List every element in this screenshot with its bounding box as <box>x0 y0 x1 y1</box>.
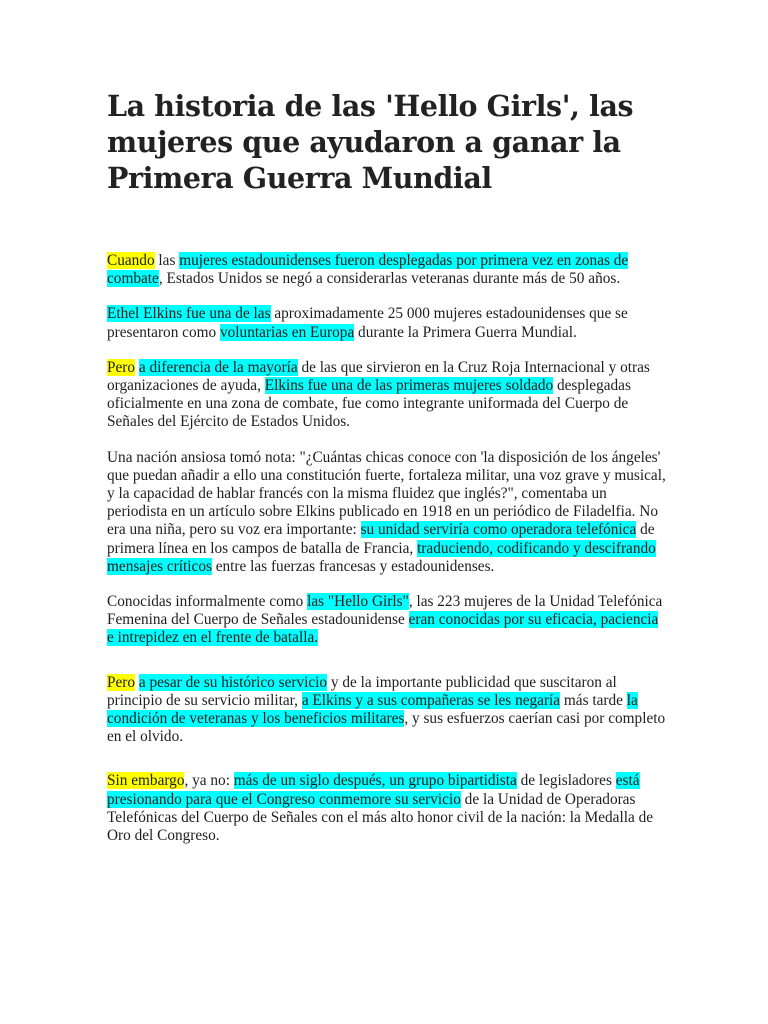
highlight-cyan: eran conocidas por su eficacia, paciencia e intrepidez en el frente de batalla. <box>107 611 659 647</box>
document-page <box>107 88 667 862</box>
text-run: de primera línea en los campos de batalla de Francia, <box>107 521 655 557</box>
text-run: más tarde <box>560 691 627 709</box>
text-run: , las 223 mujeres de la Unidad Telefónica Femenina del Cuerpo de Señales estadounidense <box>107 593 663 629</box>
text-run: las <box>154 252 180 269</box>
paragraph-5 <box>107 593 667 648</box>
highlight-yellow: Pero <box>107 673 136 691</box>
text-run: aproximadamente 25 000 mujeres estadounidenses que se presentaron como <box>107 305 628 341</box>
text-run: entre las fuerzas francesas y estadounidenses. <box>211 557 495 575</box>
article-title: La historia de las 'Hello Girls', las mujeres que ayudaron a ganar la Primera Guerra Mundial <box>107 89 634 195</box>
highlight-cyan: voluntarias en Europa <box>220 323 355 341</box>
highlight-cyan: a pesar de su histórico servicio <box>138 673 328 691</box>
text-run: Una nación ansiosa tomó nota: "¿Cuántas chicas conoce con 'la disposición de los ángeles' que puedan añadir a ello una constitución fuerte, fortaleza militar, una voz grave y musical, y la capacidad de hablar francés con la misma fluidez que inglés?", comentaba un periodista en un artículo sobre Elkins publicado en 1918 en un periódico de Filadelfia. No era una niña, pero su voz era importante: <box>107 448 666 539</box>
highlight-cyan: está presionando para que el Congreso conmemore su servicio <box>107 772 640 808</box>
highlight-cyan: Elkins fue una de las primeras mujeres soldado <box>264 377 554 395</box>
paragraph-3 <box>107 359 667 432</box>
paragraph-4 <box>107 449 667 576</box>
paragraph-6 <box>107 674 667 747</box>
text-run: , ya no: <box>184 772 234 790</box>
text-run: de las que sirvieron en la Cruz Roja Internacional y otras organizaciones de ayuda, <box>107 358 650 395</box>
text-run: de la Unidad de Operadoras Telefónicas del Cuerpo de Señales con el más alto honor civil de la nación: la Medalla de Oro del Congreso. <box>107 790 654 845</box>
highlight-cyan: las "Hello Girls" <box>307 593 409 611</box>
text-run: Conocidas informalmente como <box>107 593 308 611</box>
paragraph-1 <box>107 252 667 288</box>
text-run: desplegadas oficialmente en una zona de combate, fue como integrante uniformada del Cuerpo de Señales del Ejército de Estados Unidos. <box>107 377 631 431</box>
highlight-yellow: Cuando <box>107 252 155 269</box>
highlight-cyan: mujeres estadounidenses fueron desplegadas por primera vez en zonas de combate <box>107 252 629 288</box>
highlight-cyan: más de un siglo después, un grupo bipartidista <box>233 772 517 790</box>
highlight-cyan: traduciendo, codificando y descifrando mensajes críticos <box>107 539 656 575</box>
text-run: , y sus esfuerzos caerían casi por completo en el olvido. <box>107 710 666 746</box>
highlight-cyan: la condición de veteranas y los beneficios militares <box>107 691 638 728</box>
text-run: , Estados Unidos se negó a considerarlas veteranas durante más de 50 años. <box>158 270 621 288</box>
article-body <box>107 252 667 845</box>
text-run: de legisladores <box>516 772 616 790</box>
highlight-cyan: Ethel Elkins fue una de las <box>107 305 271 323</box>
paragraph-2 <box>107 305 667 341</box>
highlight-cyan: su unidad serviría como operadora telefónica <box>360 521 637 539</box>
highlight-cyan: a Elkins y a sus compañeras se les negaría <box>301 691 561 709</box>
highlight-yellow: Pero <box>107 358 136 376</box>
highlight-yellow: Sin embargo <box>107 772 185 790</box>
text-run: durante la Primera Guerra Mundial. <box>354 323 577 341</box>
highlight-cyan: a diferencia de la mayoría <box>138 358 298 376</box>
text-run: y de la importante publicidad que suscitaron al principio de su servicio militar, <box>107 673 617 709</box>
paragraph-7 <box>107 772 667 845</box>
